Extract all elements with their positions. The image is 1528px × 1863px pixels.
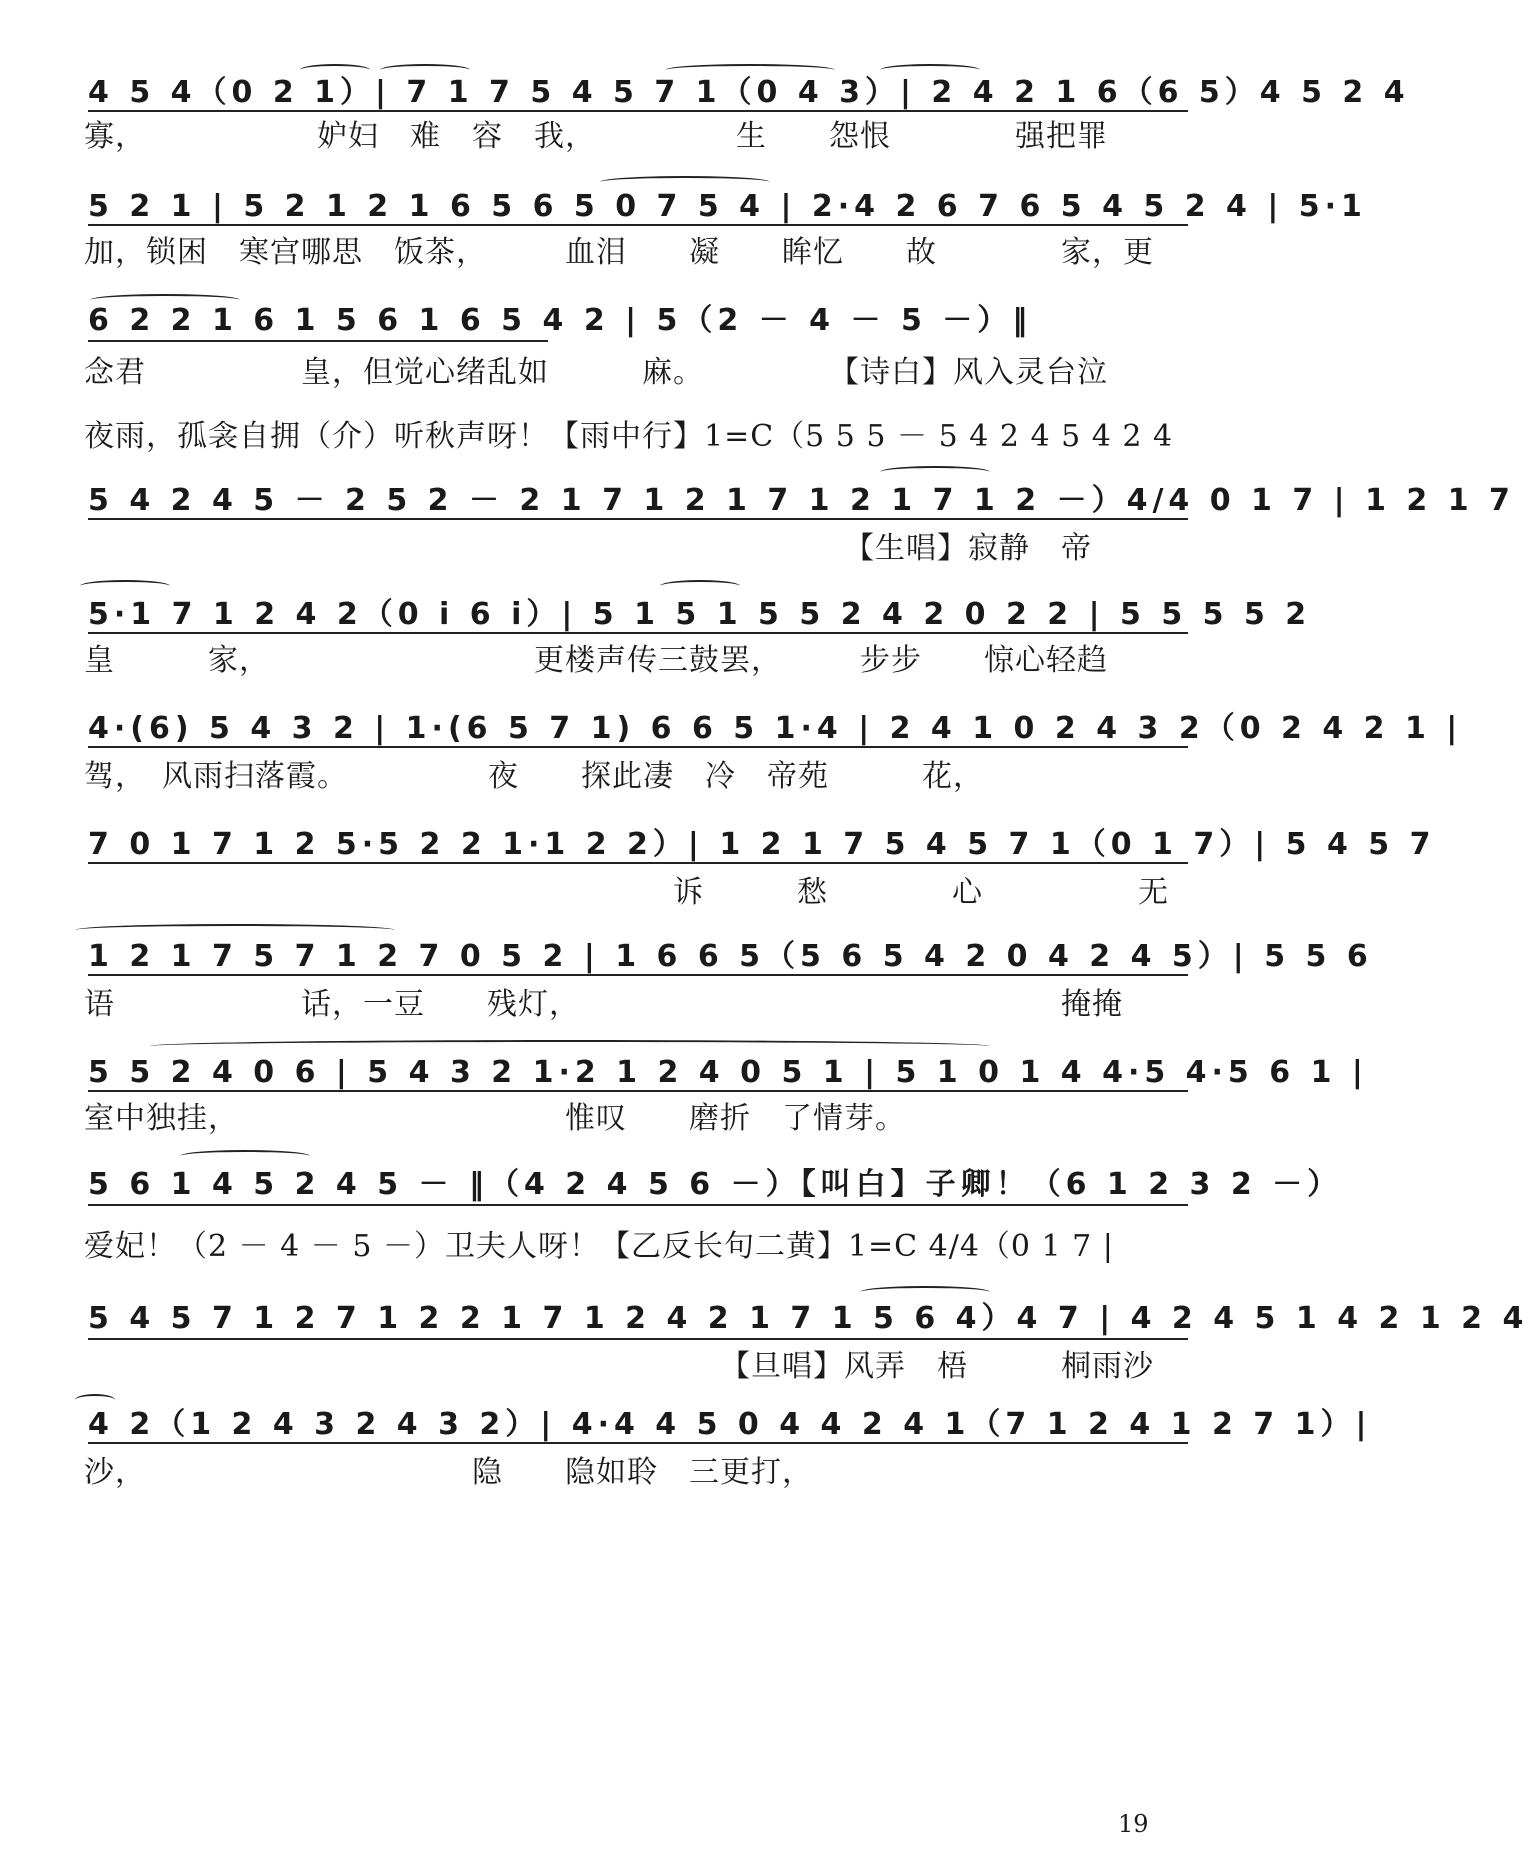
page-number: 19 xyxy=(1118,1810,1149,1838)
notation-line-5: 5 4 2 4 5 － 2 5 2 － 2 1 7 1 2 1 7 1 2 1 7 1 2 －）4/4 0 1 7 | 1 2 1 7 xyxy=(88,483,1515,518)
notation-line-10: 5 5 2 4 0 6 | 5 4 3 2 1·2 1 2 4 0 5 1 | 5 1 0 1 4 4·5 4·5 6 1 | xyxy=(88,1055,1368,1090)
notation-line-2: 5 2 1 | 5 2 1 2 1 6 5 6 5 0 7 5 4 | 2·4 2 6 7 6 5 4 5 2 4 | 5·1 xyxy=(88,189,1367,224)
slur-mark xyxy=(665,64,835,76)
lyric-line-9: 语 话，一豆 残灯， 掩掩 xyxy=(84,987,1123,1022)
slur-mark xyxy=(300,64,370,76)
lyric-line-5: 【生唱】寂静 帝 xyxy=(84,531,1092,566)
slur-mark xyxy=(600,176,770,188)
notation-line-8: 7 0 1 7 1 2 5·5 2 2 1·1 2 2）| 1 2 1 7 5 4 5 7 1（0 1 7）| 5 4 5 7 xyxy=(88,827,1436,862)
beam-line xyxy=(88,746,1188,748)
beam-line xyxy=(88,632,1188,634)
lyric-line-10: 室中独挂， 惟叹 磨折 了情芽。 xyxy=(84,1101,906,1136)
beam-line xyxy=(88,974,1188,976)
notation-line-7: 4·(6) 5 4 3 2 | 1·(6 5 7 1) 6 6 5 1·4 | 2 4 1 0 2 4 3 2（0 2 4 2 1 | xyxy=(88,711,1463,746)
lyric-line-13: 【旦唱】风弄 梧 桐雨沙 xyxy=(84,1349,1154,1384)
lyric-line-3: 念君 皇，但觉心绪乱如 麻。 【诗白】风入灵台泣 xyxy=(84,355,1108,390)
slur-mark xyxy=(150,1040,990,1052)
beam-line xyxy=(88,1090,1188,1092)
slur-mark xyxy=(380,64,470,76)
beam-line xyxy=(88,340,548,342)
beam-line xyxy=(88,1442,1188,1444)
slur-mark xyxy=(180,1150,310,1162)
beam-line xyxy=(88,1338,1188,1340)
spoken-line-12: 爱妃！（2 － 4 － 5 －）卫夫人呀！【乙反长句二黄】1=C 4/4（0 1 7 | xyxy=(84,1229,1114,1264)
lyric-line-8: 诉 愁 心 无 xyxy=(84,875,1169,910)
slur-mark xyxy=(880,466,990,478)
notation-line-3: 6 2 2 1 6 1 5 6 1 6 5 4 2 | 5（2 － 4 － 5 －）‖ xyxy=(88,303,1033,338)
beam-line xyxy=(88,862,1188,864)
slur-mark xyxy=(90,294,240,306)
notation-line-11: 5 6 1 4 5 2 4 5 － ‖（4 2 4 5 6 －）【叫白】子卿！（6 1 2 3 2 －） xyxy=(88,1167,1343,1202)
notation-line-6: 5·1 7 1 2 4 2（0 i 6 i）| 5 1 5 1 5 5 2 4 2 0 2 2 | 5 5 5 5 2 xyxy=(88,597,1312,632)
slur-mark xyxy=(660,580,740,592)
slur-mark xyxy=(860,1286,990,1298)
slur-mark xyxy=(80,580,170,592)
slur-mark xyxy=(75,1394,115,1406)
slur-mark xyxy=(880,64,980,76)
spoken-line-4: 夜雨，孤衾自拥（介）听秋声呀！【雨中行】1=C（5 5 5 － 5 4 2 4 5 4 2 4 xyxy=(84,419,1174,454)
lyric-line-2: 加，锁困 寒宫哪思 饭茶， 血泪 凝 眸忆 故 家，更 xyxy=(84,235,1154,270)
beam-line xyxy=(88,224,1188,226)
notation-line-13: 5 4 5 7 1 2 7 1 2 2 1 7 1 2 4 2 1 7 1 5 6 4）4 7 | 4 2 4 5 1 4 2 1 2 4 xyxy=(88,1301,1528,1336)
lyric-line-14: 沙， 隐 隐如聆 三更打， xyxy=(84,1455,813,1490)
beam-line xyxy=(88,1204,1188,1206)
lyric-line-7: 驾， 风雨扫落霞。 夜 探此凄 冷 帝苑 花， xyxy=(84,759,984,794)
slur-mark xyxy=(75,924,395,936)
notation-line-9: 1 2 1 7 5 7 1 2 7 0 5 2 | 1 6 6 5（5 6 5 4 2 0 4 2 4 5）| 5 5 6 xyxy=(88,939,1373,974)
lyric-line-6: 皇 家， 更楼声传三鼓罢， 步步 惊心轻趋 xyxy=(84,643,1108,678)
notation-line-1: 4 5 4（0 2 1）| 7 1 7 5 4 5 7 1（0 4 3）| 2 4 2 1 6（6 5）4 5 2 4 xyxy=(88,75,1410,110)
beam-line xyxy=(88,518,1188,520)
notation-line-14: 4 2（1 2 4 3 2 4 3 2）| 4·4 4 5 0 4 4 2 4 1（7 1 2 4 1 2 7 1）| xyxy=(88,1407,1372,1442)
lyric-line-1: 寡， 妒妇 难 容 我， 生 怨恨 强把罪 xyxy=(84,119,1108,154)
beam-line xyxy=(88,110,1188,112)
